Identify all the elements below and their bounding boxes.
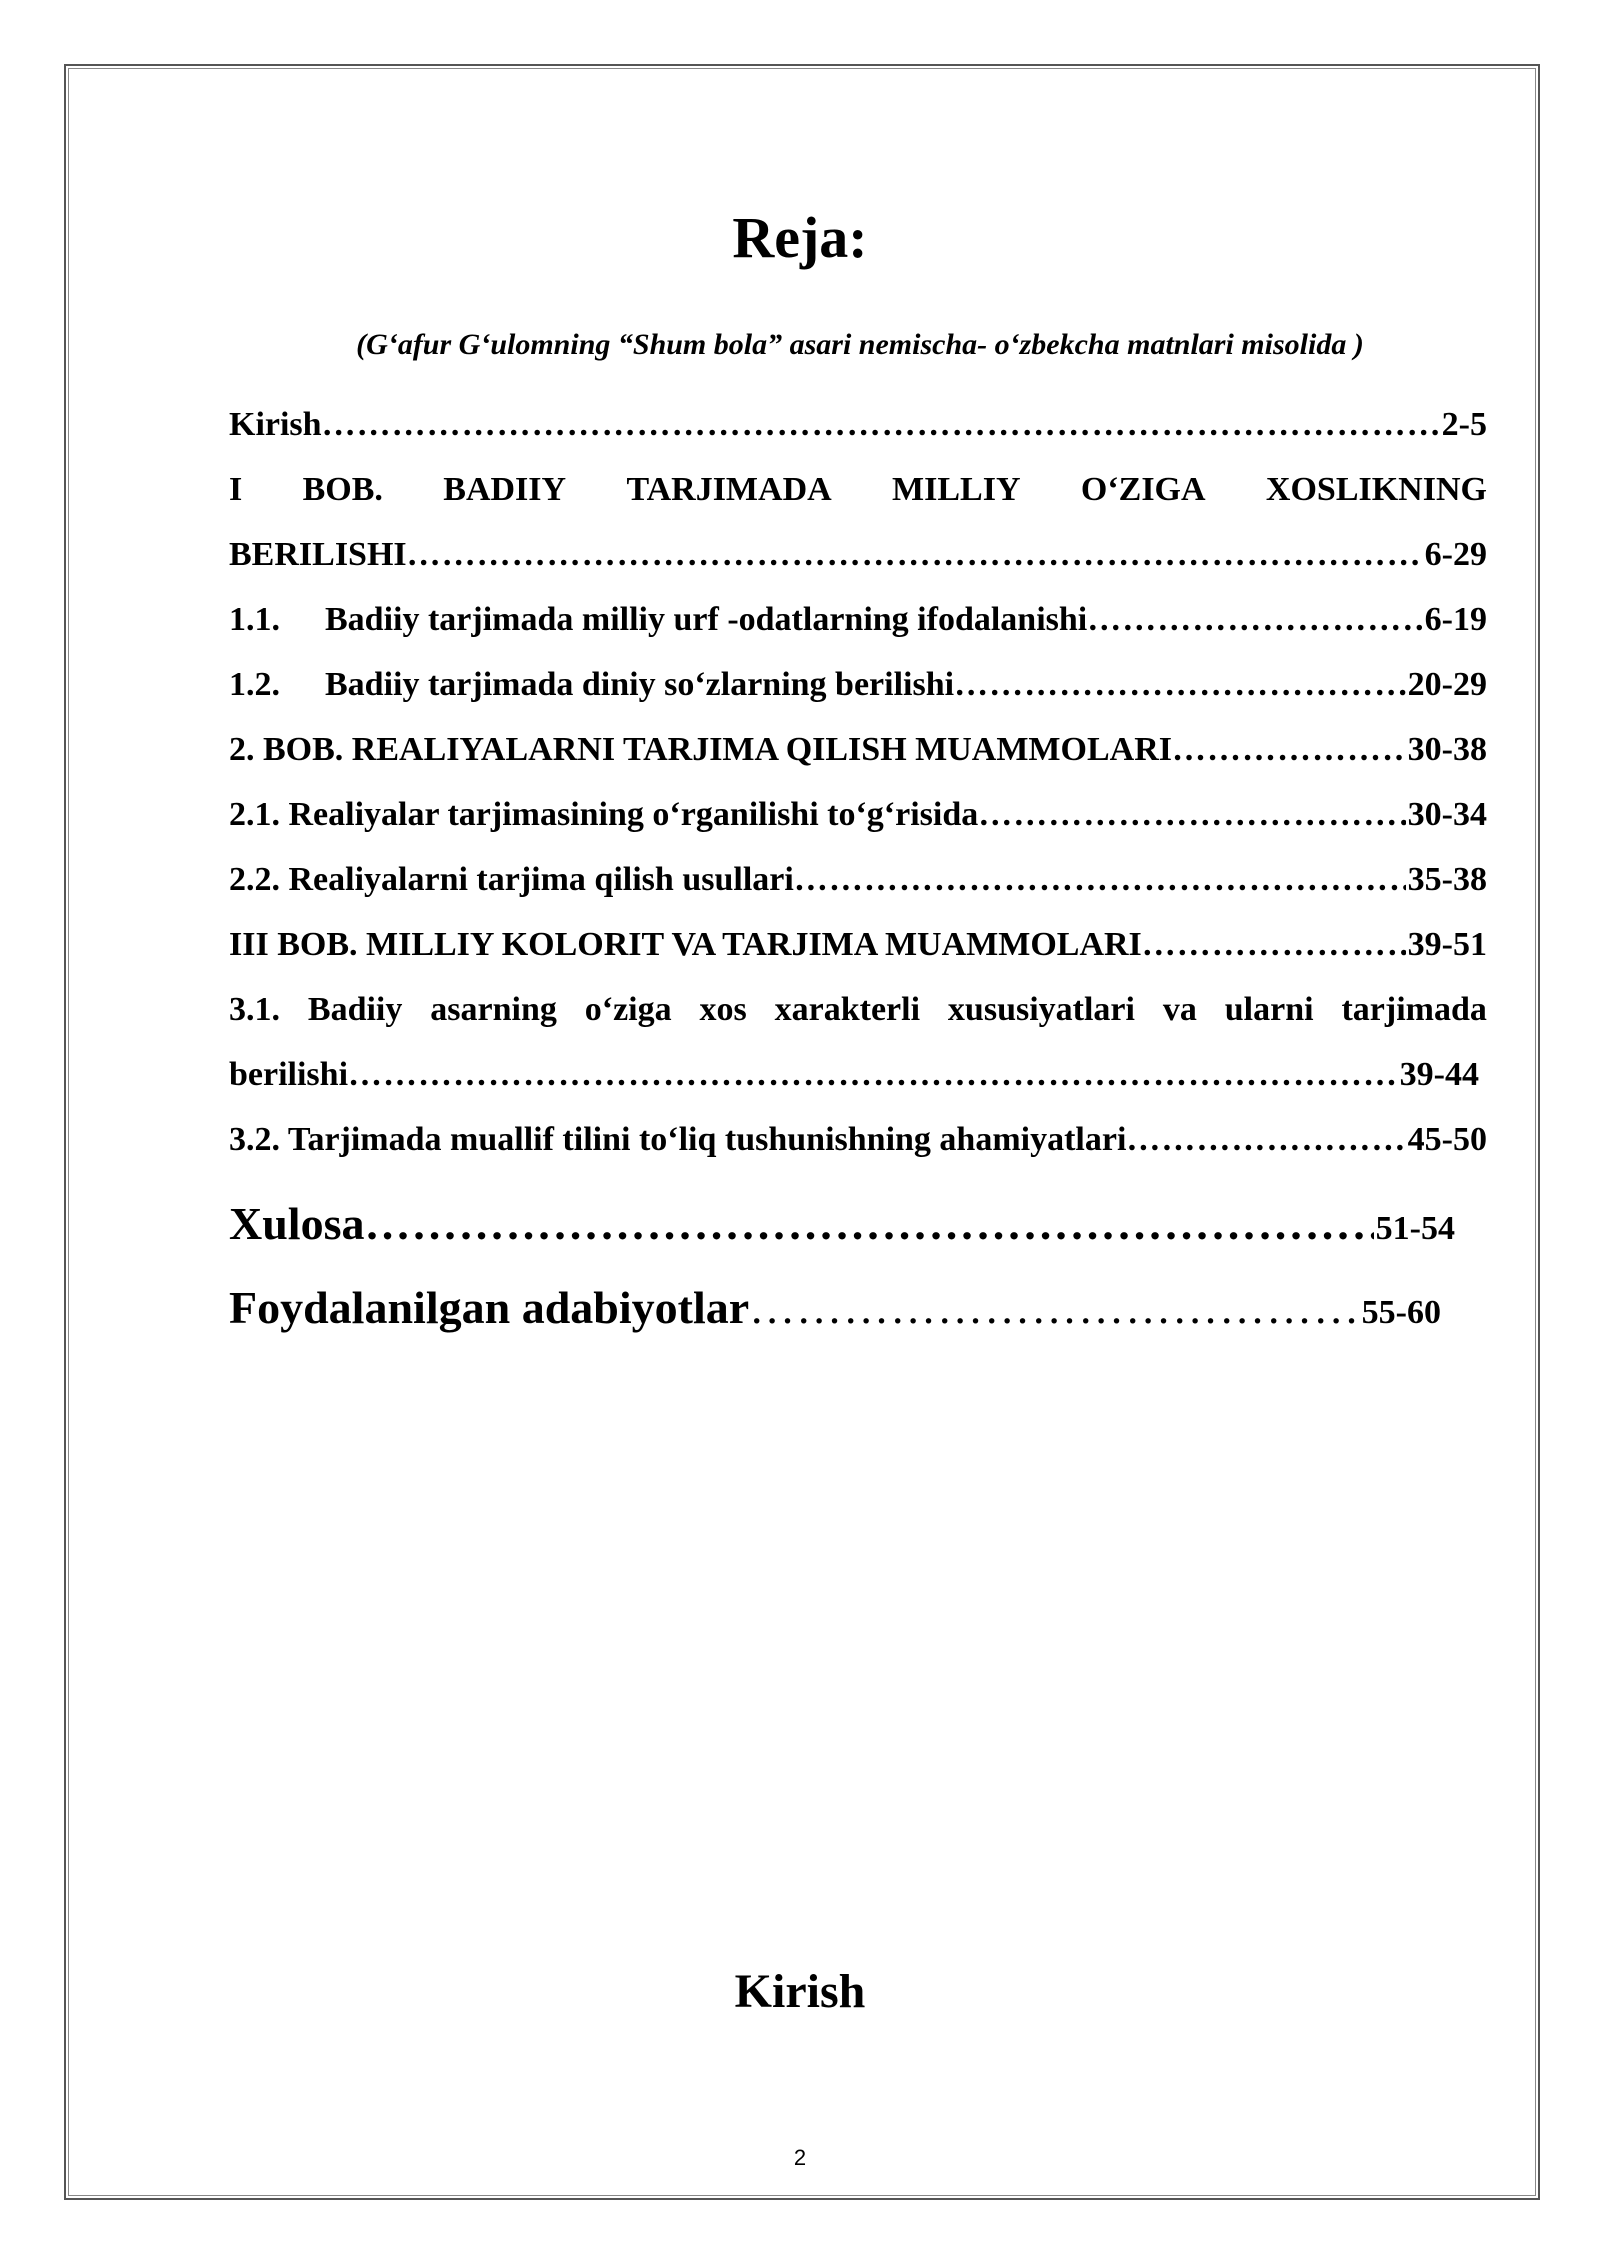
toc-leader-dots — [978, 782, 1405, 847]
toc-entry-number: 1.1. — [229, 601, 280, 638]
toc-leader-dots — [364, 1182, 1373, 1266]
toc-entry-chapter1-line1 — [229, 457, 1487, 522]
toc-entry-3-1-line1 — [229, 977, 1487, 1042]
toc-entry-pages: 20-29 — [1407, 666, 1487, 703]
toc-word: asarning — [430, 991, 557, 1028]
toc-word: o‘ziga — [584, 991, 672, 1028]
toc-entry-chapter3 — [229, 912, 1487, 977]
toc-leader-dots — [407, 522, 1423, 587]
toc-entry-2-2 — [229, 847, 1487, 912]
toc-entry-label: Kirish — [229, 406, 322, 443]
toc-word: xos — [699, 991, 747, 1028]
toc-entry-label: Foydalanilgan adabiyotlar — [229, 1282, 750, 1333]
toc-entry-label: 2.1. Realiyalar tarjimasining o‘rganilishi to‘g‘risida — [229, 796, 979, 833]
toc-word: va — [1162, 991, 1197, 1028]
toc-entry-adabiyotlar — [229, 1266, 1441, 1350]
toc-word: ularni — [1224, 991, 1314, 1028]
toc-entry-xulosa — [229, 1182, 1455, 1266]
toc-entry-label: 2.2. Realiyalarni tarjima qilish usullari — [229, 861, 794, 898]
toc-entry-pages: 39-44 — [1399, 1056, 1479, 1093]
toc-entry-pages: 51-54 — [1375, 1210, 1455, 1247]
toc-word: Badiiy — [307, 991, 403, 1028]
toc-leader-dots — [322, 392, 1440, 457]
toc-word: BOB. — [302, 471, 383, 508]
toc-word: O‘ZIGA — [1080, 471, 1206, 508]
toc-word: I — [229, 471, 243, 508]
page-subtitle: (G‘afur G‘ulomning “Shum bola” asari nemischa- o‘zbekcha matnlari misolida ) — [356, 328, 1364, 361]
page-title: Reja: — [732, 205, 868, 270]
toc-word: xarakterli — [774, 991, 921, 1028]
toc-word: TARJIMADA — [626, 471, 832, 508]
toc-entry-pages: 2-5 — [1441, 406, 1487, 443]
section-heading-kirish: Kirish — [734, 1965, 866, 2018]
toc-entry-3-1-line2 — [229, 1042, 1479, 1107]
toc-entry-1-1 — [229, 587, 1487, 652]
toc-entry-label: Xulosa — [229, 1198, 365, 1249]
toc-entry-label: Badiiy tarjimada diniy so‘zlarning berilishi — [325, 666, 955, 703]
toc-entry-label: 2. BOB. REALIYALARNI TARJIMA QILISH MUAMMOLARI — [229, 731, 1172, 768]
toc-leader-dots — [1142, 912, 1406, 977]
toc-entry-label: Badiiy tarjimada milliy urf -odatlarning ifodalanishi — [325, 601, 1088, 638]
toc-word: 3.1. — [229, 991, 280, 1028]
toc-leader-dots — [1172, 717, 1406, 782]
toc-leader-dots — [1087, 587, 1422, 652]
page-number: 2 — [793, 2145, 807, 2170]
toc-entry-label: III BOB. MILLIY KOLORIT VA TARJIMA MUAMMOLARI — [229, 926, 1142, 963]
toc-entry-label: 3.2. Tarjimada muallif tilini to‘liq tushunishning ahamiyatlari — [229, 1121, 1127, 1158]
toc-entry-chapter1-line2 — [229, 522, 1487, 587]
toc-leader-dots — [954, 652, 1406, 717]
toc-word: MILLIY — [892, 471, 1021, 508]
toc-entry-pages: 39-51 — [1407, 926, 1487, 963]
toc-entry-pages: 6-19 — [1424, 601, 1487, 638]
toc-entry-label: berilishi — [229, 1056, 349, 1093]
toc-entry-number: 1.2. — [229, 666, 280, 703]
toc-word: xususiyatlari — [947, 991, 1135, 1028]
toc-word: tarjimada — [1341, 991, 1487, 1028]
toc-entry-pages: 45-50 — [1407, 1121, 1487, 1158]
toc-leader-dots — [1126, 1107, 1405, 1172]
toc-leader-dots — [749, 1266, 1360, 1350]
toc-entry-pages: 35-38 — [1407, 861, 1487, 898]
toc-entry-label: BERILISHI — [229, 536, 407, 573]
toc-entry-pages: 30-38 — [1407, 731, 1487, 768]
toc-entry-chapter2 — [229, 717, 1487, 782]
table-of-contents — [229, 392, 1487, 1350]
toc-leader-dots — [794, 847, 1406, 912]
toc-leader-dots — [348, 1042, 1398, 1107]
toc-word: XOSLIKNING — [1265, 471, 1487, 508]
toc-entry-1-2 — [229, 652, 1487, 717]
toc-entry-pages: 6-29 — [1424, 536, 1487, 573]
toc-entry-pages: 55-60 — [1361, 1294, 1441, 1331]
toc-entry-pages: 30-34 — [1407, 796, 1487, 833]
toc-entry-2-1 — [229, 782, 1487, 847]
toc-word: BADIIY — [443, 471, 567, 508]
toc-entry-kirish — [229, 392, 1487, 457]
toc-entry-3-2 — [229, 1107, 1487, 1172]
